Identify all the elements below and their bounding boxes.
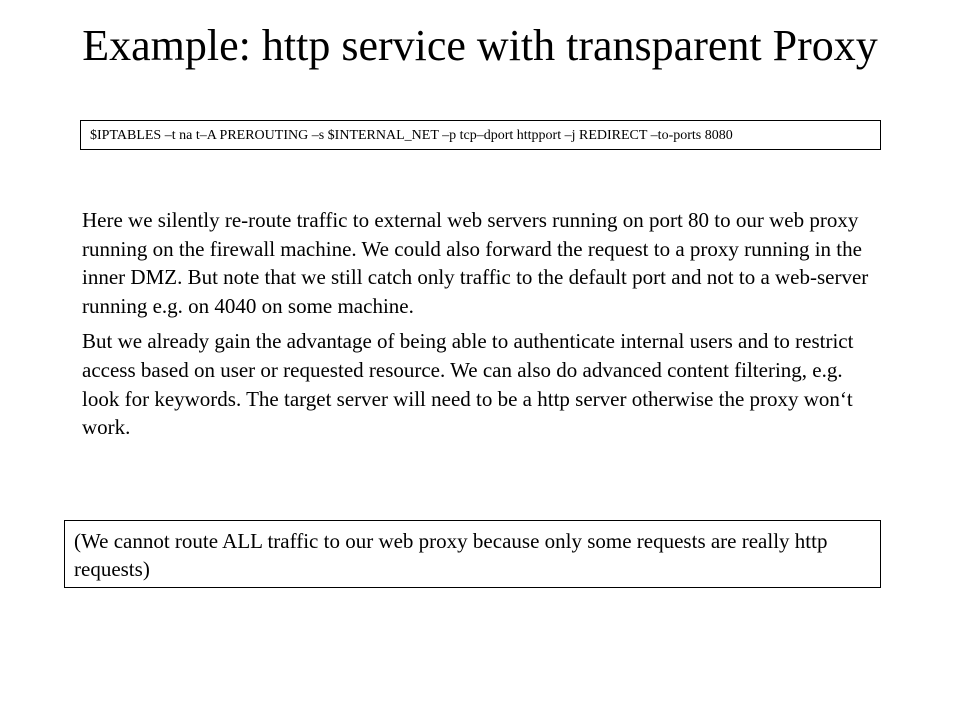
note-box: (We cannot route ALL traffic to our web proxy because only some requests are really http requests) [64,520,881,588]
slide-title: Example: http service with transparent Proxy [82,21,878,70]
paragraph-proxy-advantages: But we already gain the advantage of being able to authenticate internal users and to restrict access based on user or requested resource. We can also do advanced content filtering, e.g. look for keywords. The target server will need to be a http server otherwise the proxy won‘t work. [82,329,854,440]
body-text [82,206,882,442]
paragraph-redirect-explanation: Here we silently re-route traffic to external web servers running on port 80 to our web proxy running on the firewall machine. We could also forward the request to a proxy running in the inner DMZ. But note that we still catch only traffic to the default port and not to a web-server running e.g. on 4040 on some machine. [82,208,869,318]
iptables-command-box: $IPTABLES –t na t–A PREROUTING –s $INTERNAL_NET –p tcp–dport httpport –j REDIRECT –to-ports 8080 [80,120,881,150]
